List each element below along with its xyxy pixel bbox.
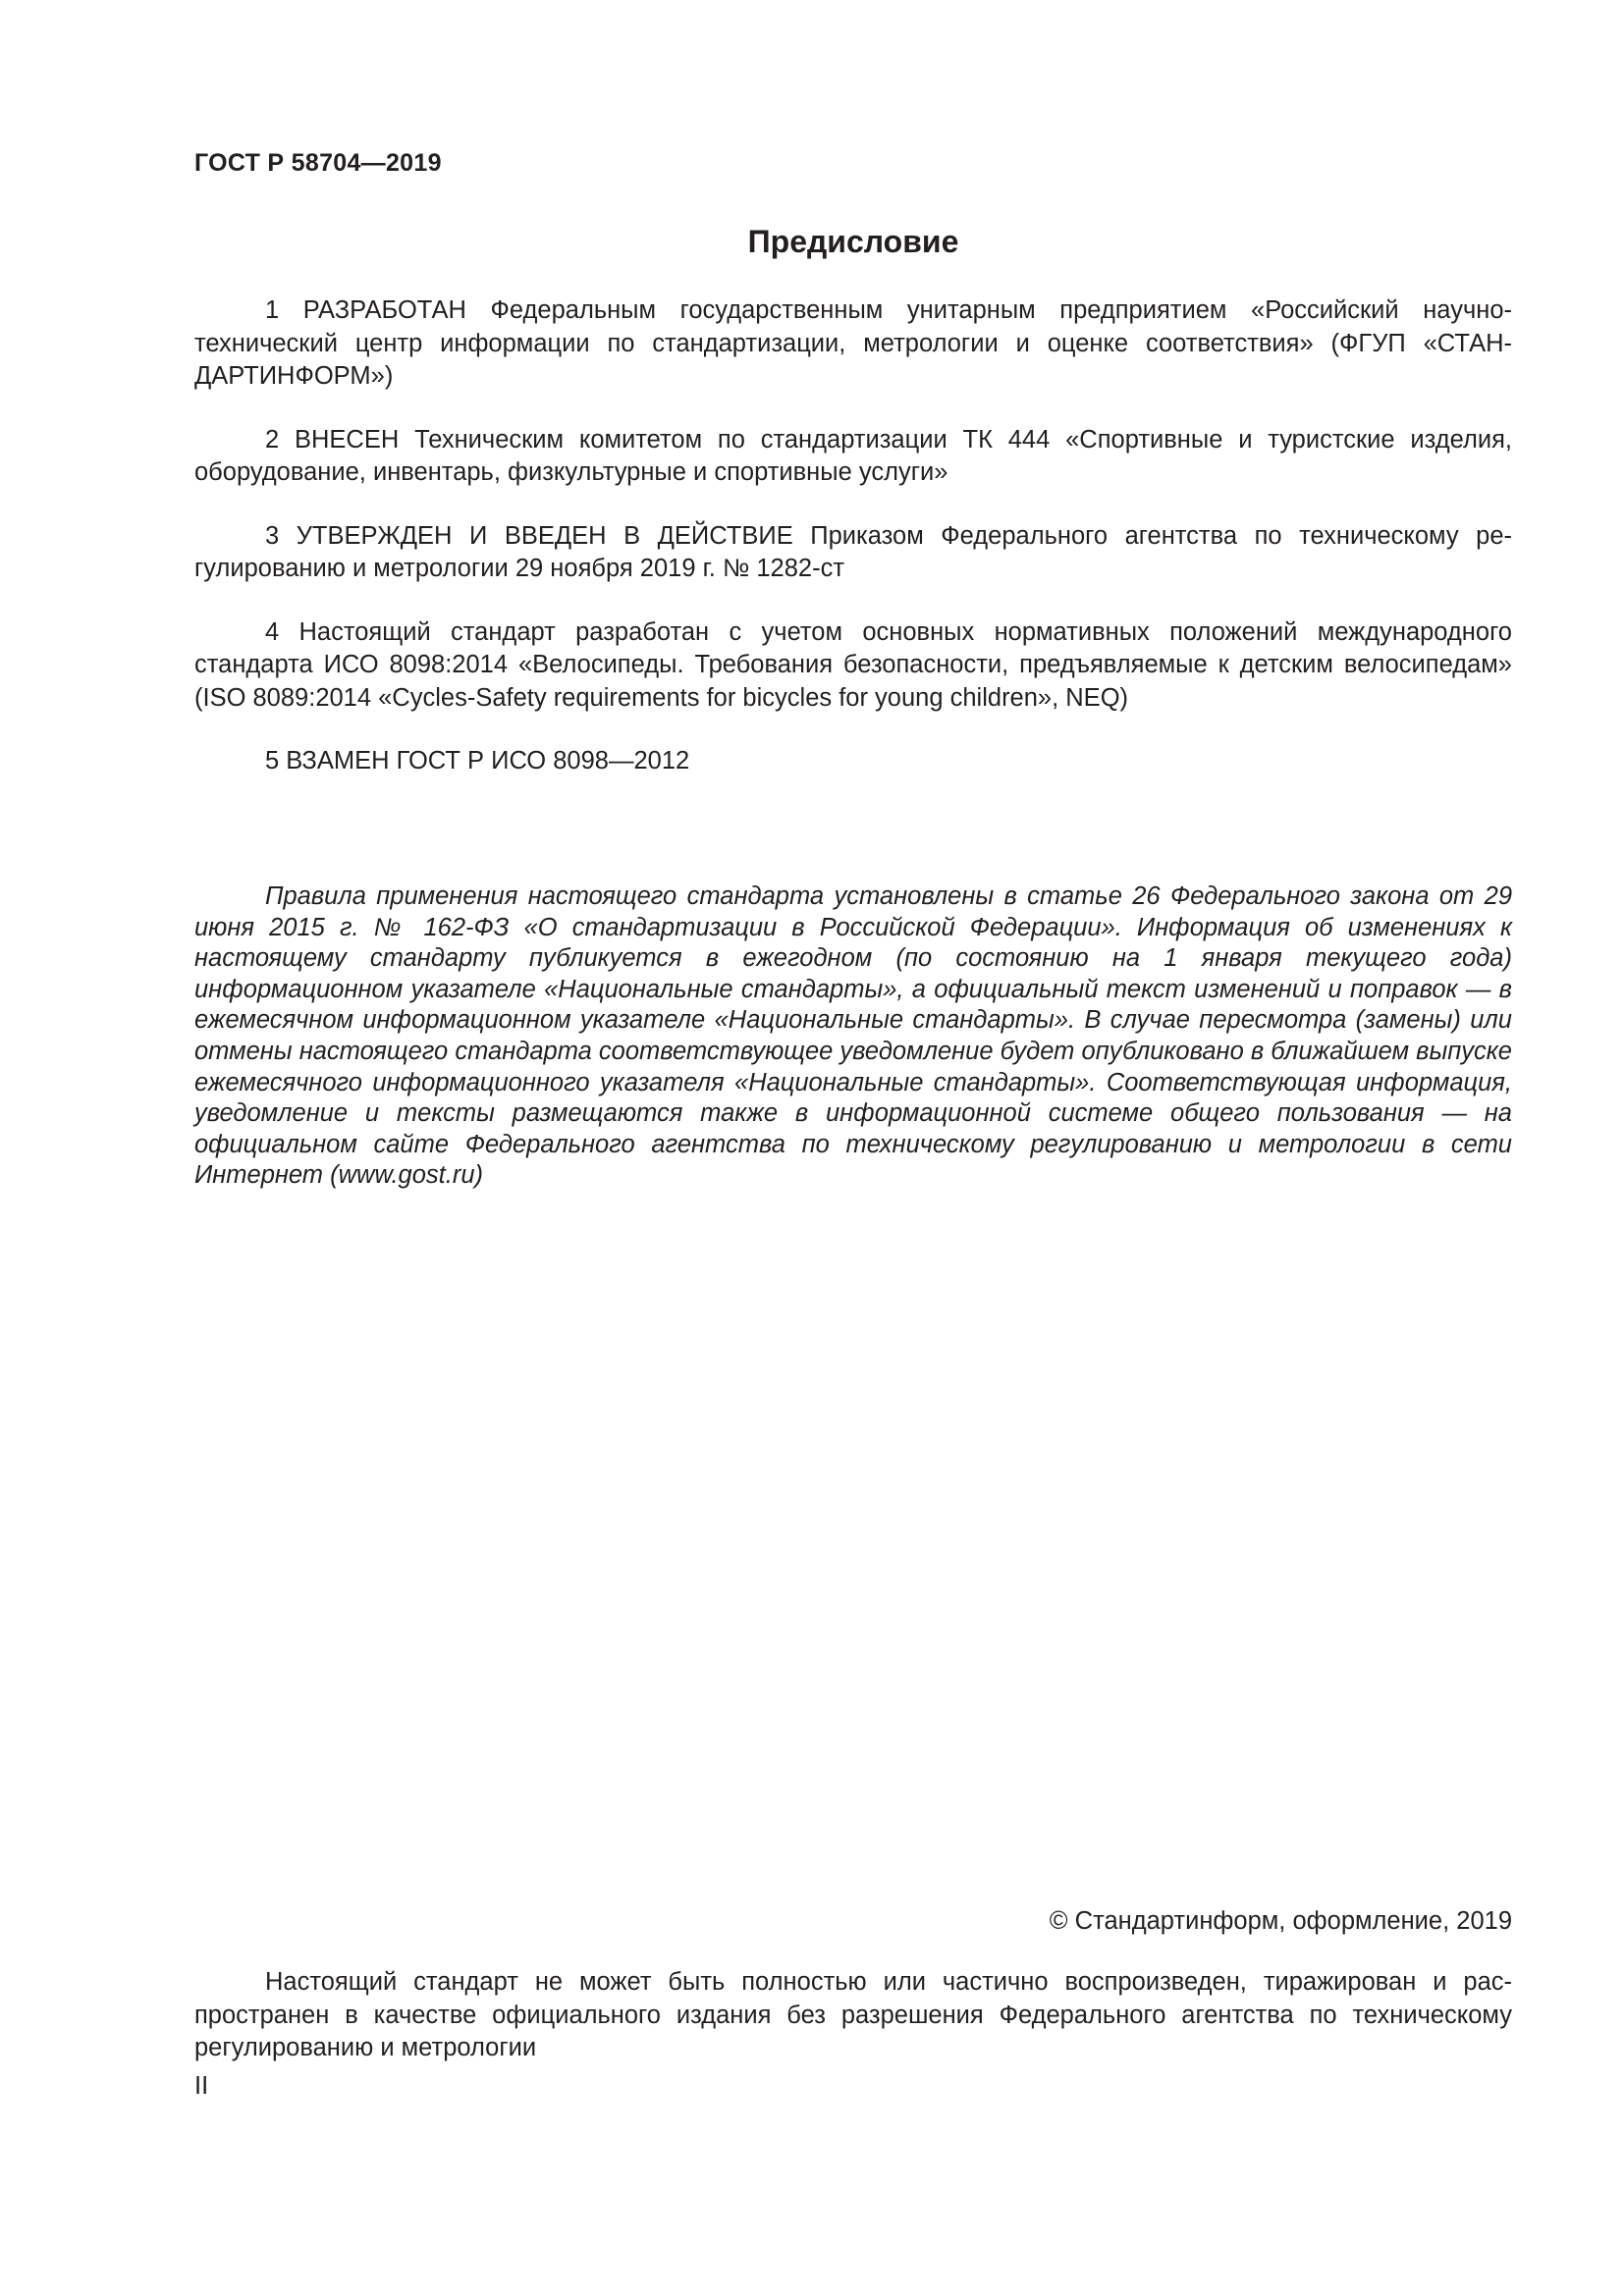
page-title: Предисловие	[747, 224, 959, 259]
application-rules-notice: Правила применения настоящего стандарта установлены в статье 26 Федерального закона от 29 июня 2015 г. № 162-ФЗ «О стандартизации в Российской Федерации». Информация об изменениях к настоящему стандарту публикуется в ежегодном (по состоянию на 1 января текущего года) информационном указателе «Национальные стандарты», а официальный текст изменений и поправок — в ежемесячном информационном указателе «Национальные стандарты». В случае пересмотра (замены) или отмены настоящего стандарта соответствующее уведомление будет опубликовано в ближайшем выпуске ежемесячного информационного указателя «Национальные стандарты». Соответствующая информация, уведомление и тексты размещаются также в информационной системе общего пользования — на официальном сайте Федерального агентства по техническому регулированию и метрологии в сети Интернет (www.gost.ru)	[194, 882, 1512, 1190]
foreword-item-submitted: 2 ВНЕСЕН Техническим комитетом по стандартизации ТК 444 «Спортивные и туристские изделия, оборудование, инвентарь, физкультурные и спортивные услуги»	[194, 425, 1512, 486]
foreword-item-replaces: 5 ВЗАМЕН ГОСТ Р ИСО 8098—2012	[265, 747, 690, 774]
page-number: II	[194, 2072, 209, 2100]
foreword-item-approved: 3 УТВЕРЖДЕН И ВВЕДЕН В ДЕЙСТВИЕ Приказом Федерального агентства по техническому регулированию и метрологии 29 ноября 2019 г. № 1282-ст	[194, 521, 1512, 582]
copyright-line: © Стандартинформ, оформление, 2019	[1049, 1907, 1512, 1935]
document-code: ГОСТ Р 58704—2019	[194, 149, 442, 177]
reproduction-restriction: Настоящий стандарт не может быть полностью или частично воспроизведен, тиражирован и распространен в качестве официального издания без разрешения Федерального агентства по техническому регулированию и метрологии	[194, 1968, 1512, 2061]
foreword-item-basis: 4 Настоящий стандарт разработан с учетом основных нормативных положений международного стандарта ИСО 8098:2014 «Велосипеды. Требования безопасности, предъявляемые к детским велосипедам» (ISO 8089:2014 «Cycles-Safety requirements for bicycles for young children», NEQ)	[194, 617, 1512, 712]
foreword-item-developer: 1 РАЗРАБОТАН Федеральным государственным унитарным предприятием «Российский научно-технический центр информации по стандартизации, метрологии и оценке соответствия» (ФГУП «СТАНДАРТИНФОРМ»)	[194, 296, 1512, 390]
foreword-content	[194, 294, 1512, 809]
